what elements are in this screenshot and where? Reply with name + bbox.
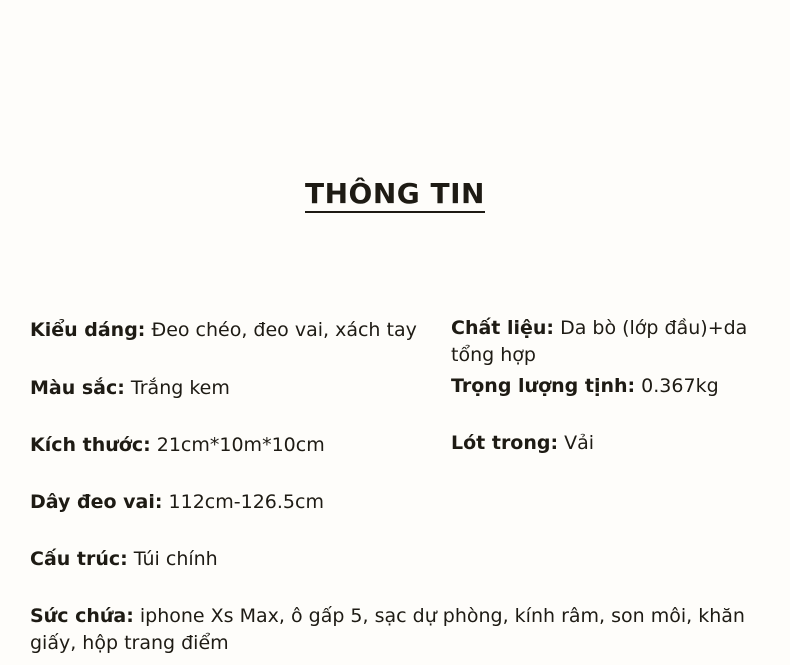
section-title-text: THÔNG TIN (305, 178, 485, 213)
spec-structure (30, 546, 218, 573)
spec-style (30, 317, 417, 344)
spec-capacity (30, 603, 770, 657)
spec-label: Trọng lượng tịnh: (451, 375, 636, 397)
section-title (0, 178, 790, 213)
spec-value: 112cm-126.5cm (168, 491, 324, 513)
spec-value: Vải (564, 432, 595, 454)
spec-label: Màu sắc: (30, 377, 125, 399)
spec-value: iphone Xs Max, ô gấp 5, sạc dự phòng, kính râm, son môi, khăn giấy, hộp trang điểm (30, 605, 745, 654)
spec-value: Đeo chéo, đeo vai, xách tay (151, 319, 417, 341)
spec-color (30, 375, 230, 402)
spec-value: Trắng kem (130, 377, 230, 399)
spec-label: Sức chứa: (30, 605, 134, 627)
spec-label: Chất liệu: (451, 317, 555, 339)
spec-strap (30, 489, 324, 516)
spec-value: 21cm*10m*10cm (156, 434, 325, 456)
spec-lining (451, 430, 771, 457)
spec-label: Kích thước: (30, 434, 151, 456)
spec-label: Kiểu dáng: (30, 319, 146, 341)
spec-value: 0.367kg (641, 375, 719, 397)
spec-value: Da bò (lớp đầu)+da tổng hợp (451, 317, 748, 366)
spec-label: Cấu trúc: (30, 548, 128, 570)
spec-label: Lót trong: (451, 432, 559, 454)
spec-weight (451, 373, 771, 400)
spec-label: Dây đeo vai: (30, 491, 163, 513)
spec-material (451, 315, 771, 369)
spec-value: Túi chính (133, 548, 218, 570)
spec-size (30, 432, 325, 459)
